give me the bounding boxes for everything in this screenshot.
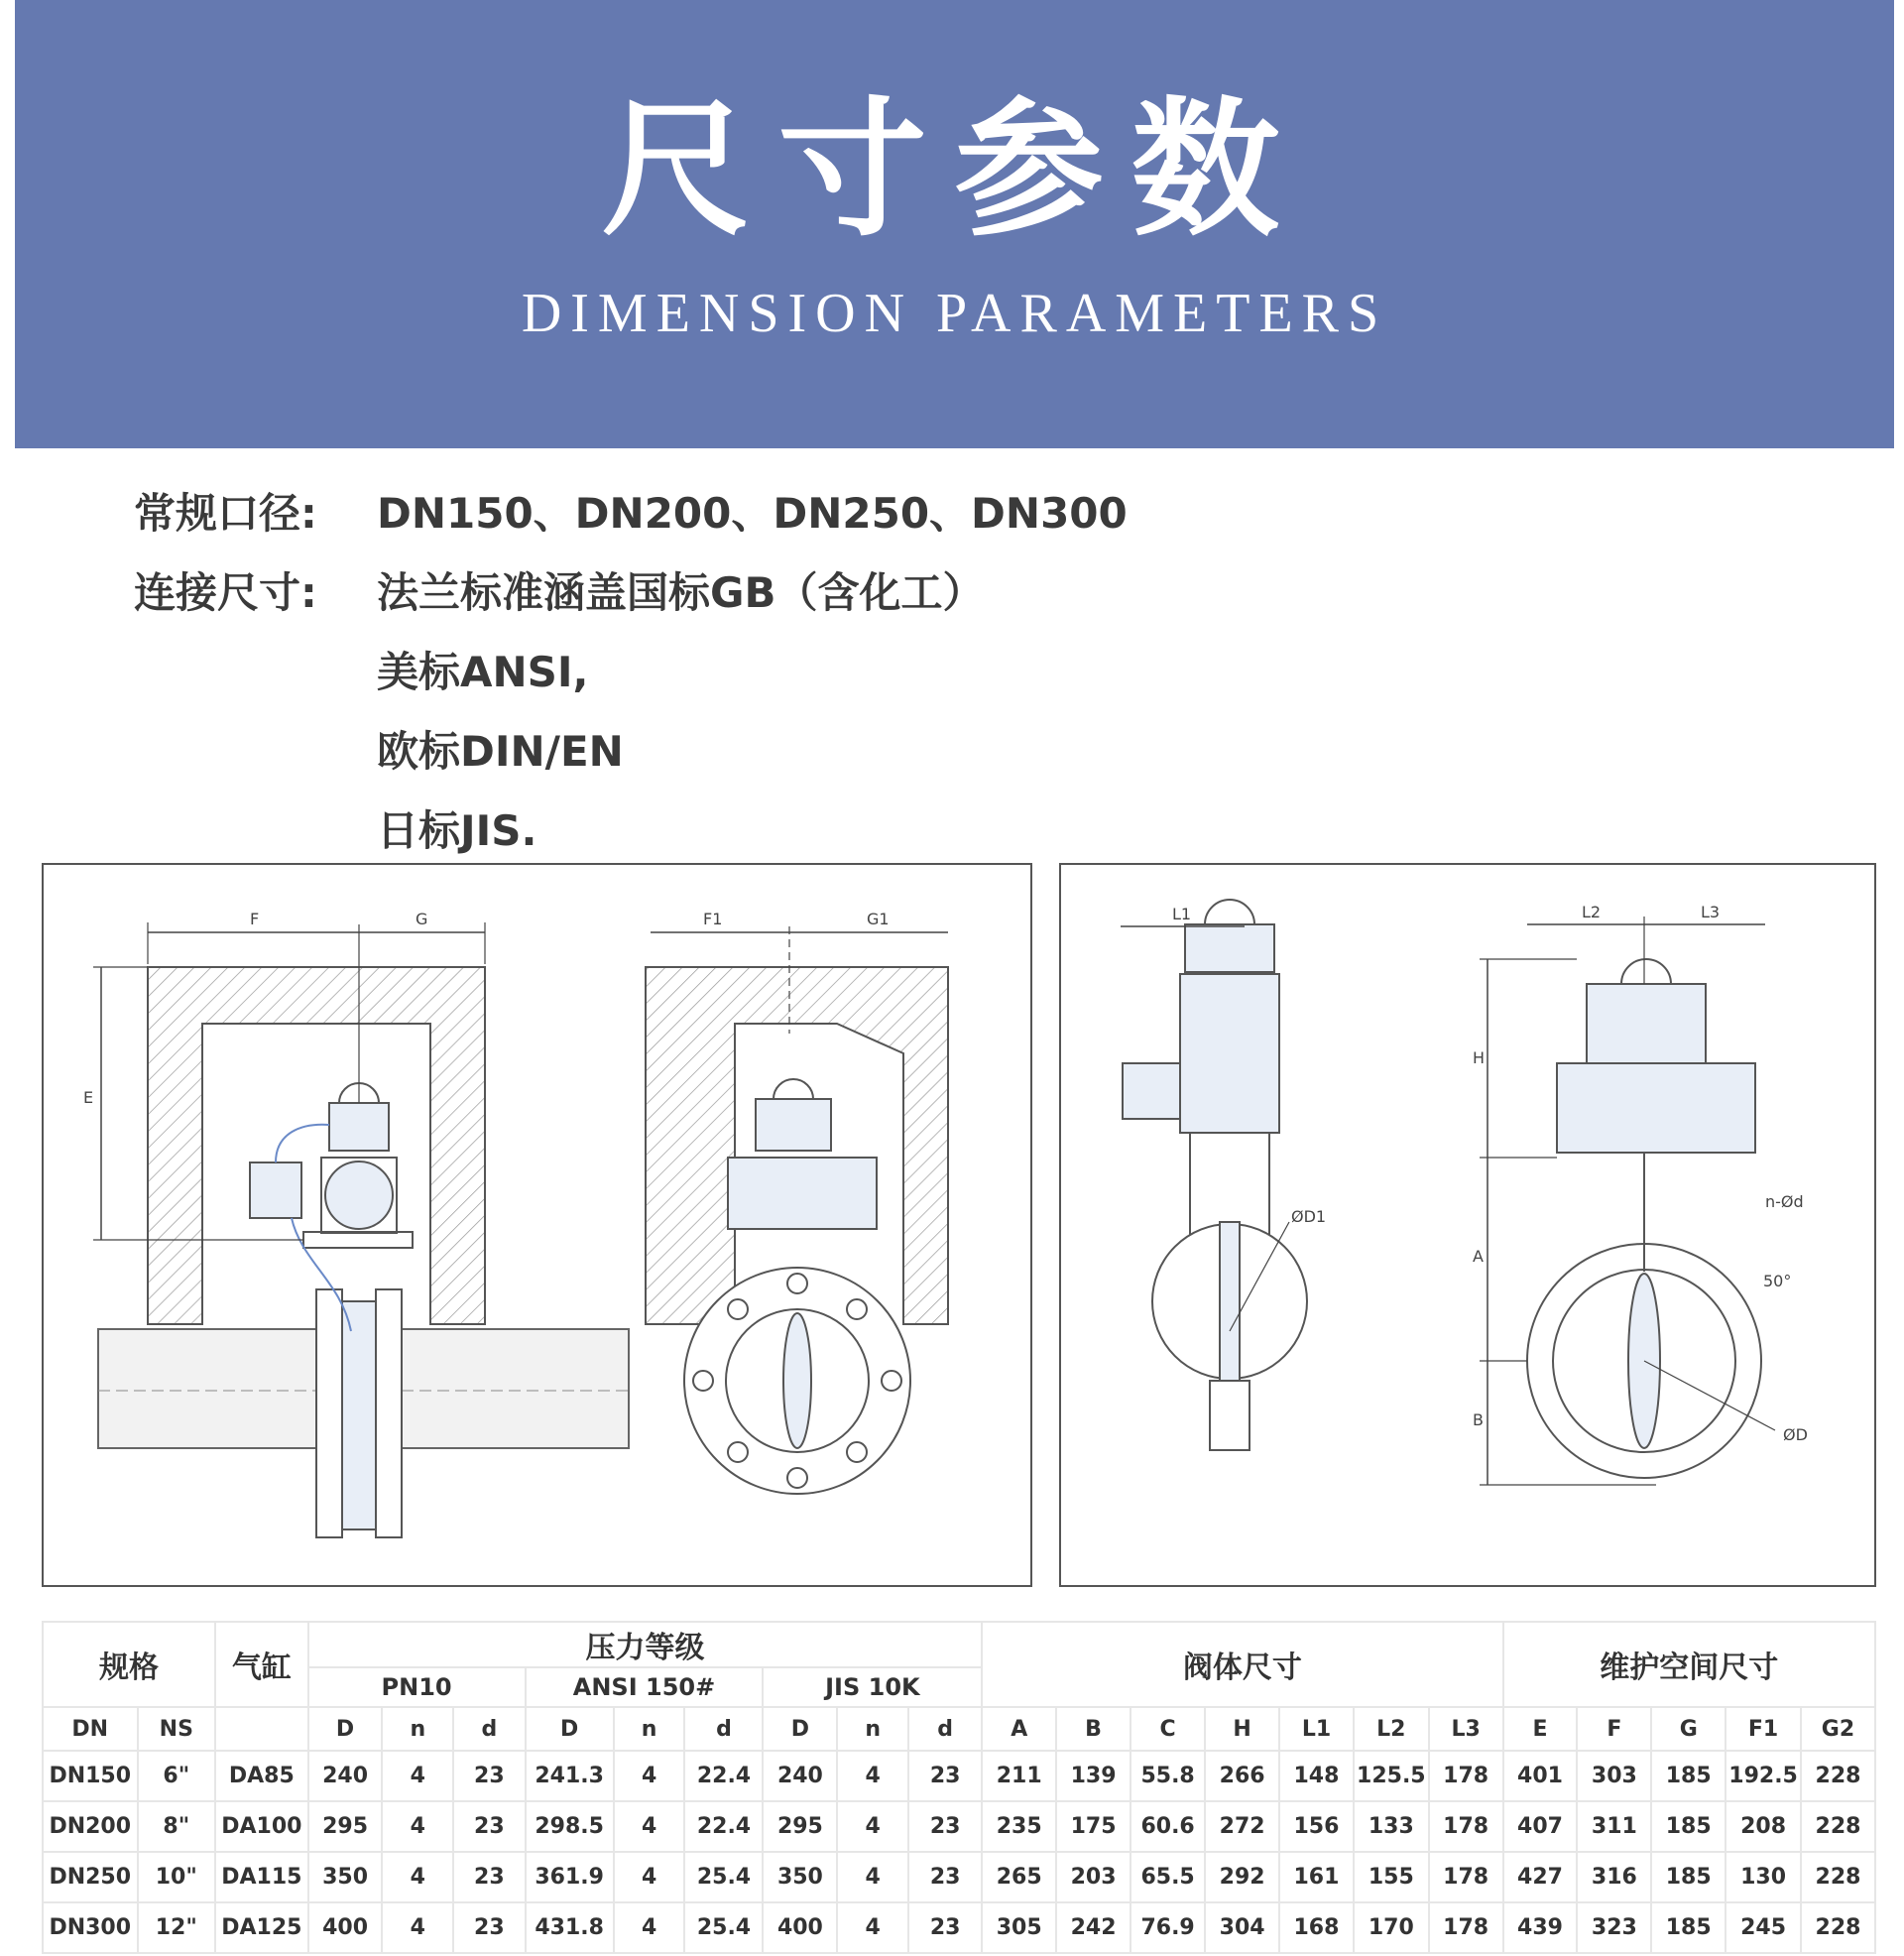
table-cell: 148 [1279,1751,1354,1801]
table-cell: 22.4 [684,1751,763,1801]
table-cell: 235 [982,1801,1056,1852]
table-cell: 178 [1429,1902,1503,1953]
table-cell: 292 [1205,1852,1279,1902]
table-cell: 242 [1056,1902,1130,1953]
solenoid-valve [250,1162,301,1218]
table-cell: 178 [1429,1852,1503,1902]
table-column-header [43,1707,1875,1751]
connection-jis: 日标JIS. [377,806,537,855]
dimension-drawing [1059,863,1876,1587]
table-cell: 23 [908,1852,982,1902]
table-cell: 161 [1279,1852,1354,1902]
table-cell: 228 [1801,1902,1875,1953]
column-header: D [308,1707,383,1751]
limit-switch-front [756,1099,831,1151]
table-cell: 427 [1503,1852,1578,1902]
table-cell: 55.8 [1130,1751,1205,1801]
page-subtitle: DIMENSION PARAMETERS [521,283,1388,344]
label-angle: 50° [1763,1272,1792,1290]
connection-label: 连接尺寸: [134,568,317,617]
table-cell: 125.5 [1354,1751,1429,1801]
dimension-drawing-svg [1061,865,1874,1585]
header-cylinder: 气缸 [215,1622,308,1707]
table-cell: 192.5 [1726,1751,1801,1801]
installation-drawing [42,863,1032,1587]
pressure-class-jis: JIS 10K [763,1667,982,1707]
table-cell: 298.5 [526,1801,614,1852]
mounting-plate [303,1232,413,1248]
table-cell: DN300 [43,1902,138,1953]
table-cell: 4 [614,1751,685,1801]
table-cell: 228 [1801,1751,1875,1801]
column-header: DN [43,1707,138,1751]
column-header: C [1130,1707,1205,1751]
column-header: L3 [1429,1707,1503,1751]
column-header: L2 [1354,1707,1429,1751]
table-cell: 185 [1651,1902,1726,1953]
connection-ansi: 美标ANSI, [377,648,589,696]
table-cell: 23 [453,1801,525,1852]
table-cell: 4 [837,1801,908,1852]
table-cell: 170 [1354,1902,1429,1953]
table-cell: 185 [1651,1751,1726,1801]
table-cell: 155 [1354,1852,1429,1902]
table-cell: 240 [763,1751,837,1801]
flange-left [316,1289,342,1537]
table-cell: 350 [763,1852,837,1902]
table-cell: 175 [1056,1801,1130,1852]
column-header: d [908,1707,982,1751]
label-n-Od: n-Ød [1765,1192,1804,1211]
actuator-front [728,1158,877,1229]
table-cell: 178 [1429,1751,1503,1801]
column-header: n [382,1707,453,1751]
size-label: 常规口径: [134,489,317,538]
table-cell: DN200 [43,1801,138,1852]
table-cell: 295 [308,1801,383,1852]
header-body: 阀体尺寸 [982,1622,1502,1707]
connection-gb: 法兰标准涵盖国标GB（含化工） [377,568,985,617]
column-header [215,1707,308,1751]
label-OD: ØD [1783,1425,1808,1444]
table-cell: 23 [908,1902,982,1953]
table-cell: 23 [908,1751,982,1801]
table-cell: 303 [1577,1751,1651,1801]
table-cell: DN150 [43,1751,138,1801]
wall-housing-left [148,967,485,1324]
table-cell: 60.6 [1130,1801,1205,1852]
table-cell: DN250 [43,1852,138,1902]
table-cell: 311 [1577,1801,1651,1852]
column-header: D [763,1707,837,1751]
column-header: F1 [1726,1707,1801,1751]
table-cell: 178 [1429,1801,1503,1852]
table-cell: 139 [1056,1751,1130,1801]
connection-din: 欧标DIN/EN [377,727,624,776]
label-F1: F1 [703,910,723,928]
table-cell: 25.4 [684,1902,763,1953]
label-F: F [250,910,260,928]
table-cell: DA100 [215,1801,308,1852]
table-cell: 272 [1205,1801,1279,1852]
table-cell: 350 [308,1852,383,1902]
parameters-table [42,1621,1876,1954]
column-header: G [1651,1707,1726,1751]
column-header: NS [138,1707,216,1751]
table-row [43,1902,1875,1953]
table-cell: 10" [138,1852,216,1902]
table-cell: 185 [1651,1852,1726,1902]
column-header: F [1577,1707,1651,1751]
table-cell: 23 [453,1852,525,1902]
table-cell: 323 [1577,1902,1651,1953]
page-title: 尺寸参数 [601,82,1308,257]
label-E: E [83,1088,94,1107]
table-cell: 22.4 [684,1801,763,1852]
table-cell: 4 [382,1852,453,1902]
table-cell: 156 [1279,1801,1354,1852]
table-cell: 65.5 [1130,1852,1205,1902]
table-cell: 431.8 [526,1902,614,1953]
table-cell: 185 [1651,1801,1726,1852]
table-cell: DA85 [215,1751,308,1801]
label-OD1: ØD1 [1291,1207,1327,1226]
table-cell: 4 [837,1902,908,1953]
table-group-header [43,1622,1875,1667]
column-header: B [1056,1707,1130,1751]
table-cell: 130 [1726,1852,1801,1902]
table-cell: 168 [1279,1902,1354,1953]
table-cell: 4 [382,1801,453,1852]
table-cell: 208 [1726,1801,1801,1852]
table-cell: 4 [614,1801,685,1852]
table-cell: 12" [138,1902,216,1953]
size-value: DN150、DN200、DN250、DN300 [377,489,1128,538]
label-L3: L3 [1701,903,1721,921]
column-header: L1 [1279,1707,1354,1751]
table-cell: DA125 [215,1902,308,1953]
table-cell: 400 [763,1902,837,1953]
column-header: d [684,1707,763,1751]
column-header: G2 [1801,1707,1875,1751]
column-header: n [614,1707,685,1751]
label-A: A [1473,1247,1484,1266]
table-cell: 4 [614,1902,685,1953]
table-cell: 295 [763,1801,837,1852]
table-cell: 304 [1205,1902,1279,1953]
table-cell: 305 [982,1902,1056,1953]
table-cell: 4 [837,1751,908,1801]
side-actuator [1180,974,1279,1133]
table-cell: 266 [1205,1751,1279,1801]
label-G: G [416,910,428,928]
table-cell: 6" [138,1751,216,1801]
column-header: A [982,1707,1056,1751]
table-cell: 76.9 [1130,1902,1205,1953]
table-cell: 228 [1801,1801,1875,1852]
table-cell: 4 [614,1852,685,1902]
limit-switch-box [329,1103,389,1151]
table-cell: 203 [1056,1852,1130,1902]
table-cell: 400 [308,1902,383,1953]
label-H: H [1473,1048,1486,1067]
label-L1: L1 [1172,905,1192,923]
table-body [43,1751,1875,1953]
table-cell: DA115 [215,1852,308,1902]
table-cell: 23 [453,1902,525,1953]
label-B: B [1473,1410,1484,1429]
table-cell: 25.4 [684,1852,763,1902]
column-header: H [1205,1707,1279,1751]
installation-drawing-svg [44,865,1030,1585]
header-spec: 规格 [43,1622,215,1707]
label-G1: G1 [867,910,890,928]
header-maintenance: 维护空间尺寸 [1503,1622,1875,1707]
table-cell: 8" [138,1801,216,1852]
label-L2: L2 [1582,903,1602,921]
table-cell: 133 [1354,1801,1429,1852]
table-row [43,1801,1875,1852]
table-cell: 245 [1726,1902,1801,1953]
valve-body-side [342,1301,376,1529]
table-cell: 316 [1577,1852,1651,1902]
table-cell: 23 [453,1751,525,1801]
column-header: n [837,1707,908,1751]
table-cell: 439 [1503,1902,1578,1953]
table-cell: 211 [982,1751,1056,1801]
column-header: d [453,1707,525,1751]
table-cell: 407 [1503,1801,1578,1852]
flange-right [376,1289,402,1537]
side-solenoid [1123,1063,1180,1119]
header-pressure: 压力等级 [308,1622,983,1667]
table-cell: 23 [908,1801,982,1852]
front-actuator [1557,1063,1755,1153]
table-row [43,1852,1875,1902]
column-header: D [526,1707,614,1751]
table-cell: 4 [837,1852,908,1902]
column-header: E [1503,1707,1578,1751]
table-cell: 4 [382,1902,453,1953]
pressure-class-ansi: ANSI 150# [526,1667,764,1707]
disc-front [783,1313,811,1448]
table-cell: 228 [1801,1852,1875,1902]
pressure-class-pn10: PN10 [308,1667,526,1707]
table-cell: 361.9 [526,1852,614,1902]
table-cell: 4 [382,1751,453,1801]
table-cell: 401 [1503,1751,1578,1801]
table-cell: 265 [982,1852,1056,1902]
table-cell: 240 [308,1751,383,1801]
actuator-side [325,1161,393,1229]
header-banner [15,0,1894,448]
table-cell: 241.3 [526,1751,614,1801]
table-row [43,1751,1875,1801]
